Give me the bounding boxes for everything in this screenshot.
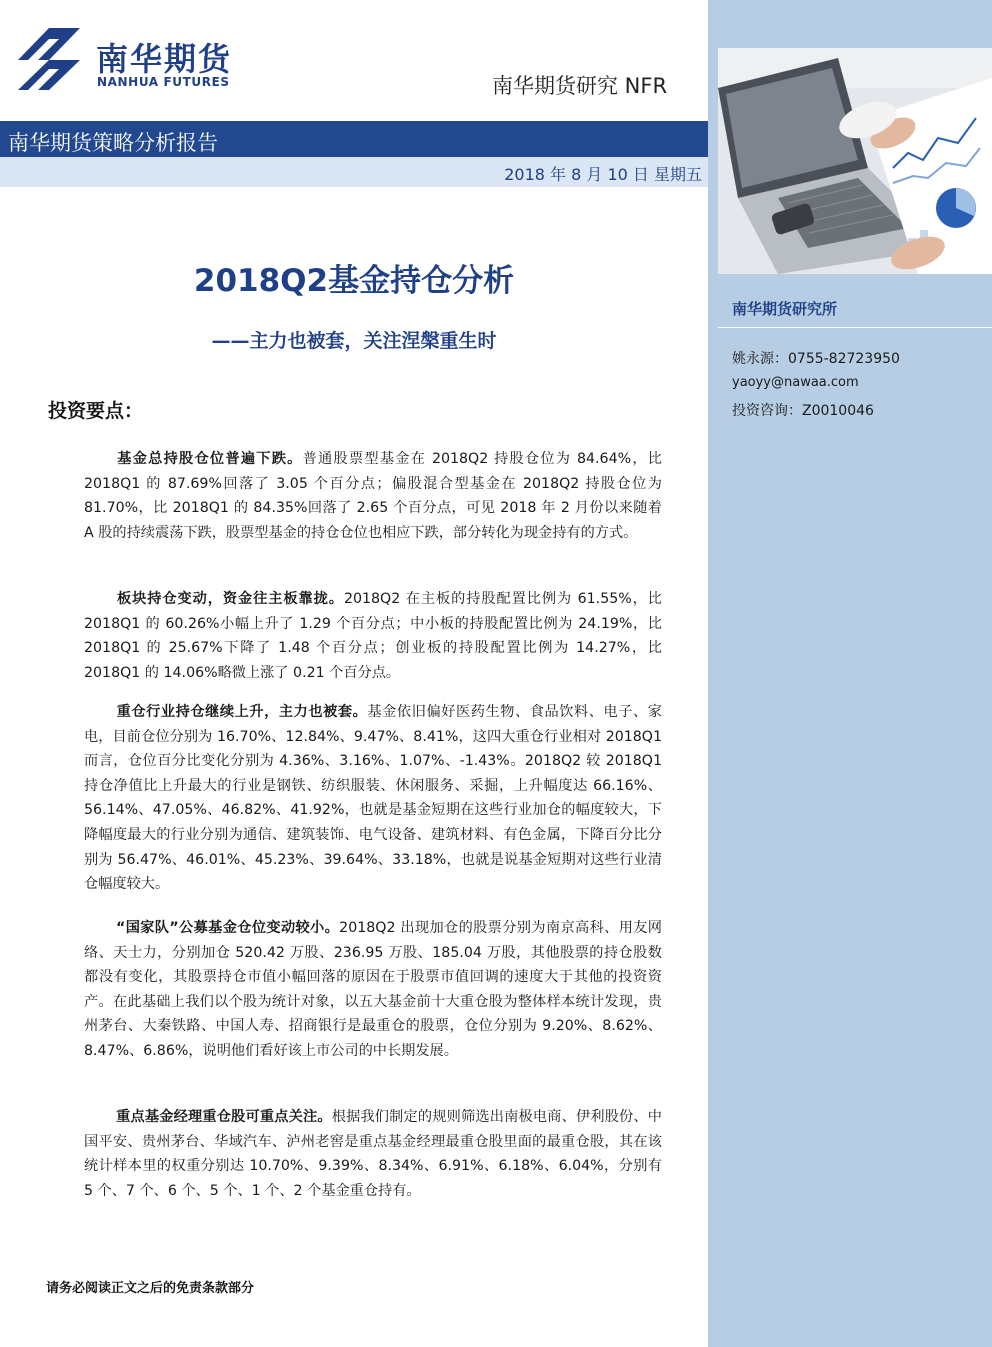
key-point-paragraph (84, 916, 662, 1064)
paragraph-lead: 板块持仓变动，资金往主板靠拢。 (116, 591, 344, 607)
nanhua-logo-icon (18, 28, 80, 90)
paragraph-text: 2018Q2 在主板的持股配置比例为 61.55%，比 2018Q1 的 60.26%小幅上升了 1.29 个百分点；中小板的持股配置比例为 24.19%，比 2018Q1 的 25.67%下降了 1.48 个百分点；创业板的持股配置比例为 14.27%，比 2018Q1 的 14.06%略微上涨了 0.21 个百分点。 (84, 591, 662, 681)
report-series-title: 南华期货策略分析报告 (8, 131, 218, 155)
paragraph-text: 普通股票型基金在 2018Q2 持股仓位为 84.64%，比 2018Q1 的 87.69%回落了 3.05 个百分点；偏股混合型基金在 2018Q2 持股仓位为 81.70%，比 2018Q1 的 84.35%回落了 2.65 个百分点，可见 2018 年 2 月份以来随着 A 股的持续震荡下跌，股票型基金的持仓仓位也相应下跌，部分转化为现金持有的方式。 (84, 451, 662, 541)
analyst-email: yaoyy@nawaa.com (732, 375, 859, 390)
section-heading: 投资要点： (48, 400, 144, 422)
paragraph-text: 基金依旧偏好医药生物、食品饮料、电子、家电，目前仓位分别为 16.70%、12.84%、9.47%、8.41%，这四大重仓行业相对 2018Q1 而言，仓位百分比变化分别为 4.36%、3.16%、1.07%、-1.43%。2018Q2 较 2018Q1 持仓净值比上升最大的行业是钢铁、纺织服装、休闲服务、采掘，上升幅度达 66.16%、56.14%、47.05%、46.82%、41.92%，也就是基金短期在这些行业加仓的幅度较大，下降幅度最大的行业分别为通信、建筑装饰、电气设备、建筑材料、有色金属，下降百分比分别为 56.47%、46.01%、45.23%、39.64%、33.18%，也就是说基金短期对这些行业清仓幅度较大。 (84, 704, 662, 893)
report-title: 2018Q2基金持仓分析 (193, 263, 515, 299)
paragraph-lead: 重点基金经理重仓股可重点关注。 (116, 1109, 332, 1125)
paragraph-lead: 基金总持股仓位普遍下跌。 (116, 451, 303, 467)
key-point-paragraph (84, 700, 662, 897)
sidebar-divider (718, 327, 992, 328)
report-subtitle: ——主力也被套，关注涅槃重生时 (211, 330, 497, 352)
paragraph-text: 根据我们制定的规则筛选出南极电商、伊利股份、中国平安、贵州茅台、华域汽车、泸州老窖是重点基金经理最重仓股里面的最重仓股，其在该统计样本里的权重分别达 10.70%、9.39%、8.34%、6.91%、6.18%、6.04%，分别有 5 个、7 个、6 个、5 个、1 个、2 个基金重仓持有。 (84, 1109, 662, 1199)
key-point-paragraph (84, 1105, 662, 1203)
analyst-license: 投资咨询：Z0010046 (732, 403, 874, 419)
brand-name-cn: 南华期货 (96, 40, 233, 78)
paragraph-text: 2018Q2 出现加仓的股票分别为南京高科、用友网络、天士力，分别加仓 520.42 万股、236.95 万股、185.04 万股，其他股票的持仓股数都没有变化，其股票持仓市值小幅回落的原因在于股票市值回调的速度大于其他的投资资产。在此基础上我们以个股为统计对象，以五大基金前十大重仓股为整体样本统计发现，贵州茅台、大秦铁路、中国人寿、招商银行是最重仓的股票，仓位分别为 9.20%、8.62%、8.47%、6.86%，说明他们看好该上市公司的中长期发展。 (84, 920, 662, 1059)
paragraph-lead: “国家队”公募基金仓位变动较小。 (116, 920, 340, 936)
analyst-contact: 姚永源：0755-82723950 (732, 351, 900, 367)
research-institute: 南华期货研究所 (732, 300, 838, 318)
paragraph-lead: 重仓行业持仓继续上升，主力也被套。 (116, 704, 368, 720)
brand-name-en: NANHUA FUTURES (97, 75, 230, 89)
key-point-paragraph (84, 447, 662, 545)
report-cover-photo (718, 48, 992, 274)
key-point-paragraph (84, 587, 662, 685)
disclaimer-note: 请务必阅读正文之后的免责条款部分 (46, 1281, 255, 1296)
report-date: 2018 年 8 月 10 日 星期五 (504, 165, 702, 184)
research-tag: 南华期货研究 NFR (492, 74, 668, 98)
